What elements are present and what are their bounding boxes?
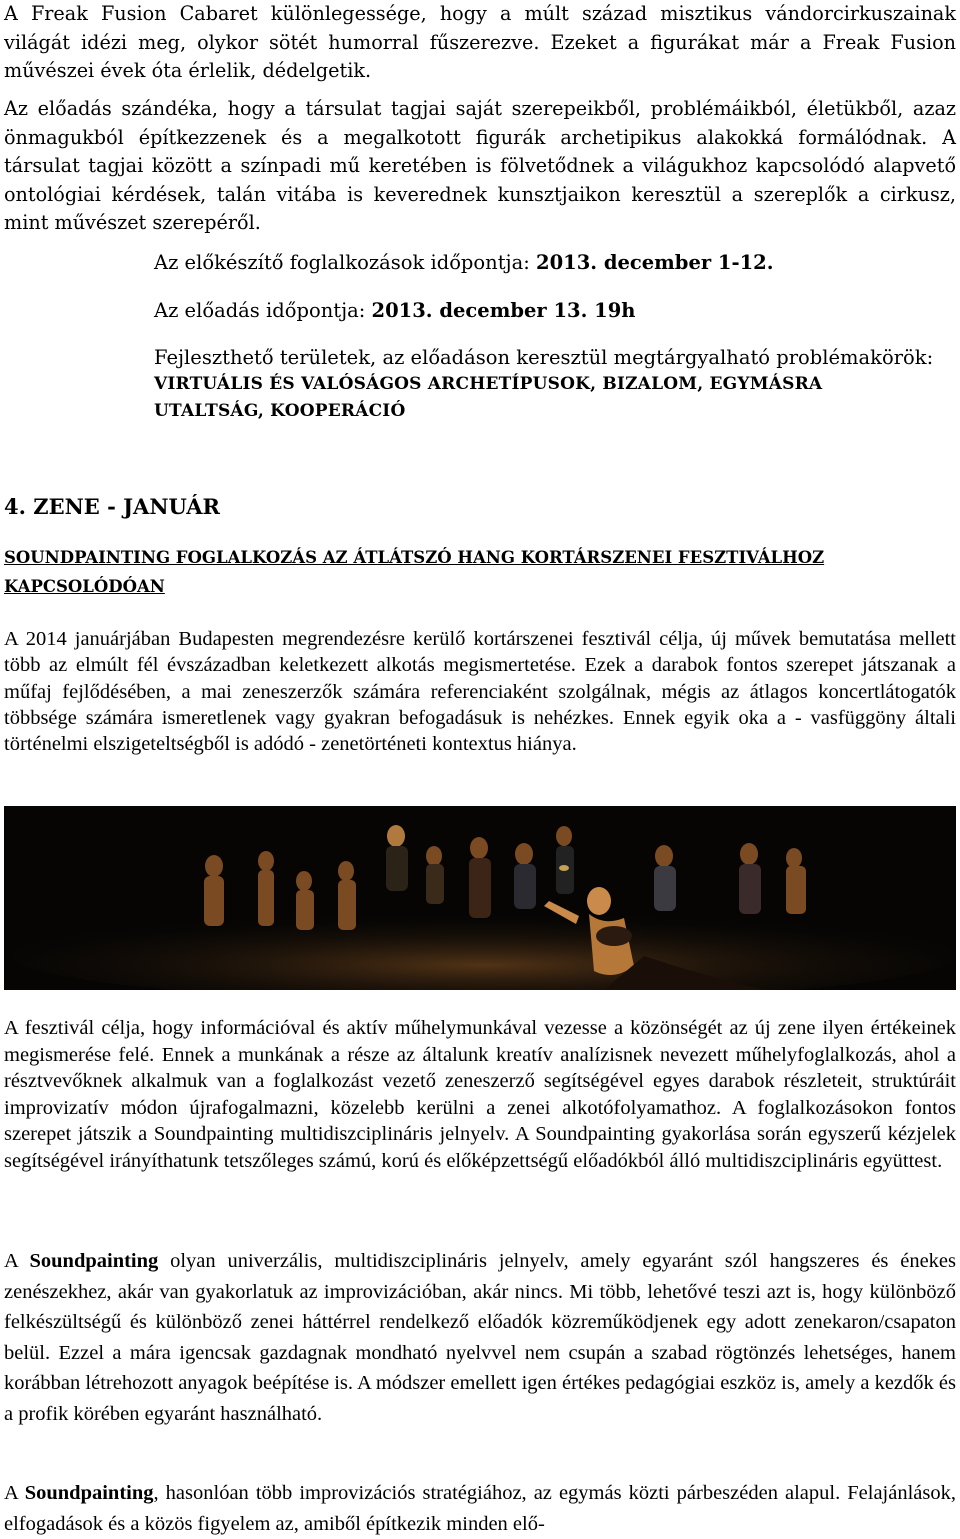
paragraph-performance-intent: Az előadás szándéka, hogy a társulat tagjai saját szerepeikből, problémáikból, életükből, azaz önmagukból építkezzenek és a megalkotott figurák archetipikus alakokká formálódnak. A társulat tagjai között a színpadi mű keretében is fölvetődnek a világukhoz kapcsolódó alapvető ontológiai kérdések, talán vitába is keverednek kunsztjaikon keresztül a szereplők a cirkusz, mint művészet szerepéről. [4,97,956,234]
paragraph-soundpainting-definition [4,1246,956,1430]
show-date-label: Az előadás időpontja: [154,299,372,322]
para6-body: , hasonlóan több improvizációs stratégiához, az egymás közti párbeszéden alapul. Felajánlások, elfogadások és a közös figyelem az, amiből építkezik minden elő- [4,1482,956,1535]
soundpainting-term: Soundpainting [29,1250,159,1272]
development-areas [154,345,954,425]
prep-dates-value: 2013. december 1-12. [536,251,774,274]
development-areas-label: Fejleszthető területek, az előadáson keresztül megtárgyalható problémakörök: [154,346,934,369]
para6-lead: A [4,1482,25,1504]
stage-photo-illustration [4,806,956,990]
prep-dates-label: Az előkészítő foglalkozások időpontja: [154,251,536,274]
section-heading: 4. ZENE - JANUÁR [4,494,220,519]
soundpainting-term-2: Soundpainting [24,1482,154,1504]
para5-lead: A [4,1250,30,1272]
paragraph-festival-goal: A 2014 januárjában Budapesten megrendezésre kerülő kortárszenei fesztivál célja, új művek bemutatása mellett több az elmúlt fél évszázadban keletkezett alkotás megismertetése. Ezek a darabok fontos szerepet játszanak a műfaj fejlődésében, a mai zeneszerzők számára referenciaként szolgálnak, mégis az átlagos koncertlátogatók többsége számára ismeretlenek vagy gyakran befogadásuk is nehézkes. Ennek egyik oka a - vasfüggöny általi történelmi elszigeteltségből is adódó - zenetörténeti kontextus hiánya. [4,628,956,756]
paragraph-soundpainting-dialogue [4,1478,956,1539]
paragraph-festival-aim: A fesztivál célja, hogy információval és aktív műhelymunkával vezesse a közönségét az új zene ilyen értékeinek megismerése felé. Ennek a munkának a része az általunk kreatív analízisnek nevezett műhelyfoglalkozás, ahol a résztvevőknek alkalmuk van a foglalkozást vezető zeneszerző segítségével egyes darabok részleteit, struktúráit improvizatív módon újrafogalmazni, közelebb kerülni a zenei alkotófolyamathoz. A foglalkozásokon fontos szerepet játszik a Soundpainting multidiszciplináris jelnyelv. A Soundpainting gyakorlása során egyszerű kézjelek segítségével irányíthatunk tetszőleges számú, korú és előképzettségű előadókból álló multidiszciplináris együttest. [4,1017,956,1172]
section-subheading: SOUNDPAINTING FOGLALKOZÁS AZ ÁTLÁTSZÓ HANG KORTÁRSZENEI FESZTIVÁLHOZ KAPCSOLÓDÓAN [4,548,825,596]
stage-performance-photo [4,806,956,990]
paragraph-freak-fusion-intro: A Freak Fusion Cabaret különlegessége, hogy a múlt század misztikus vándorcirkuszainak világát idézi meg, olykor sötét humorral fűszerezve. Ezeket a figurákat már a Freak Fusion művészei évek óta érlelik, dédelgetik. [4,2,956,82]
para5-body: olyan univerzális, multidiszciplináris jelnyelv, amely egyaránt szól hangszeres és énekes zenészekhez, akár van gyakorlatuk az improvizációban, akár nincs. Mi több, lehetővé teszi azt is, hogy különböző felkészültségű és különböző zenei háttérrel rendelkező előadók közreműködjenek egy adott zenekaron/csapaton belül. Ezzel a mára igencsak gazdagnak mondható nyelvvel nem csupán a szabad rögtönzés lehetséges, hanem korábban létrehozott anyagok beépítése is. A módszer emellett igen értékes pedagógiai eszköz is, amely a kezdők és a profik körében egyaránt használható. [4,1250,956,1425]
show-date-value: 2013. december 13. 19h [371,299,636,322]
show-date-line [154,299,635,322]
development-areas-topics: VIRTUÁLIS ÉS VALÓSÁGOS ARCHETÍPUSOK, BIZALOM, EGYMÁSRA UTALTSÁG, KOOPERÁCIÓ [154,374,823,421]
prep-dates-line [154,251,774,274]
